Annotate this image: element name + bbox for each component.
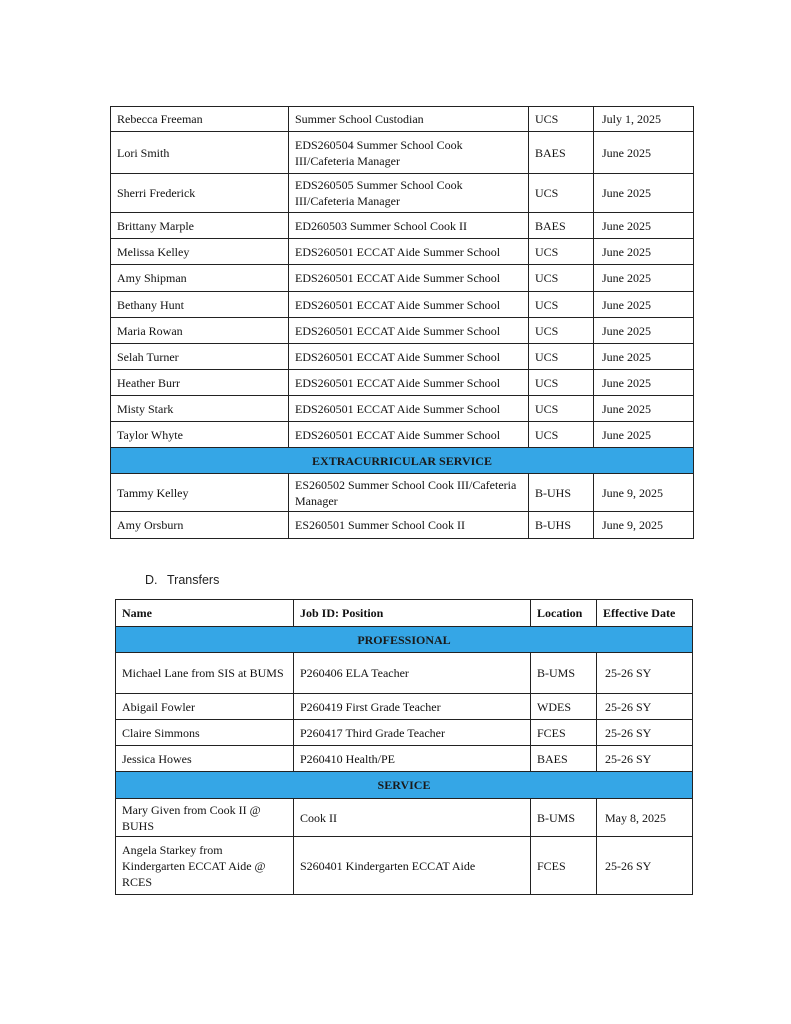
name-cell: Angela Starkey from Kindergarten ECCAT Aide @ RCES xyxy=(116,837,294,895)
position-cell: P260410 Health/PE xyxy=(294,746,531,772)
location-cell: UCS xyxy=(529,396,594,422)
section-header-row xyxy=(116,772,693,799)
effective-date-cell: June 2025 xyxy=(594,174,694,213)
table-row xyxy=(111,292,694,318)
location-cell: UCS xyxy=(529,292,594,318)
position-cell: Cook II xyxy=(294,799,531,837)
name-cell: Lori Smith xyxy=(111,132,289,174)
header-name: Name xyxy=(116,600,294,627)
table-header-row xyxy=(116,600,693,627)
name-cell: Bethany Hunt xyxy=(111,292,289,318)
table-row xyxy=(111,344,694,370)
position-cell: EDS260501 ECCAT Aide Summer School xyxy=(289,344,529,370)
section-header-label: EXTRACURRICULAR SERVICE xyxy=(111,448,694,474)
location-cell: UCS xyxy=(529,239,594,265)
table-row xyxy=(111,474,694,512)
effective-date-cell: 25-26 SY xyxy=(597,720,693,746)
transfers-heading-letter: D. xyxy=(145,573,158,587)
position-cell: Summer School Custodian xyxy=(289,107,529,132)
name-cell: Brittany Marple xyxy=(111,213,289,239)
location-cell: UCS xyxy=(529,265,594,292)
position-cell: S260401 Kindergarten ECCAT Aide xyxy=(294,837,531,895)
effective-date-cell: 25-26 SY xyxy=(597,837,693,895)
transfers-heading-title: Transfers xyxy=(167,573,220,587)
section-header-label: PROFESSIONAL xyxy=(116,627,693,653)
effective-date-cell: 25-26 SY xyxy=(597,653,693,694)
summer-staff-table-body xyxy=(111,107,694,539)
name-cell: Claire Simmons xyxy=(116,720,294,746)
table-row xyxy=(116,799,693,837)
header-location: Location xyxy=(531,600,597,627)
table-row xyxy=(116,720,693,746)
location-cell: BAES xyxy=(529,213,594,239)
location-cell: B-UMS xyxy=(531,799,597,837)
name-cell: Sherri Frederick xyxy=(111,174,289,213)
effective-date-cell: June 9, 2025 xyxy=(594,512,694,539)
effective-date-cell: June 2025 xyxy=(594,396,694,422)
transfers-heading xyxy=(145,573,219,587)
location-cell: UCS xyxy=(529,422,594,448)
effective-date-cell: June 9, 2025 xyxy=(594,474,694,512)
name-cell: Michael Lane from SIS at BUMS xyxy=(116,653,294,694)
position-cell: EDS260501 ECCAT Aide Summer School xyxy=(289,265,529,292)
position-cell: P260417 Third Grade Teacher xyxy=(294,720,531,746)
position-cell: EDS260501 ECCAT Aide Summer School xyxy=(289,239,529,265)
location-cell: B-UMS xyxy=(531,653,597,694)
table-row xyxy=(116,653,693,694)
table-row xyxy=(111,370,694,396)
effective-date-cell: June 2025 xyxy=(594,344,694,370)
section-header-label: SERVICE xyxy=(116,772,693,799)
effective-date-cell: 25-26 SY xyxy=(597,746,693,772)
position-cell: P260406 ELA Teacher xyxy=(294,653,531,694)
name-cell: Abigail Fowler xyxy=(116,694,294,720)
effective-date-cell: June 2025 xyxy=(594,265,694,292)
section-header-row xyxy=(116,627,693,653)
table-row xyxy=(111,265,694,292)
effective-date-cell: June 2025 xyxy=(594,422,694,448)
position-cell: EDS260501 ECCAT Aide Summer School xyxy=(289,370,529,396)
table-row xyxy=(111,239,694,265)
location-cell: B-UHS xyxy=(529,512,594,539)
location-cell: FCES xyxy=(531,720,597,746)
name-cell: Tammy Kelley xyxy=(111,474,289,512)
table-row xyxy=(111,213,694,239)
effective-date-cell: June 2025 xyxy=(594,239,694,265)
location-cell: BAES xyxy=(529,132,594,174)
name-cell: Amy Orsburn xyxy=(111,512,289,539)
location-cell: UCS xyxy=(529,174,594,213)
section-header-row xyxy=(111,448,694,474)
table-row xyxy=(111,512,694,539)
transfers-table xyxy=(115,599,693,895)
table-row xyxy=(111,174,694,213)
summer-staff-table xyxy=(110,106,694,539)
table-row xyxy=(116,746,693,772)
location-cell: UCS xyxy=(529,370,594,396)
effective-date-cell: June 2025 xyxy=(594,213,694,239)
name-cell: Heather Burr xyxy=(111,370,289,396)
position-cell: ES260501 Summer School Cook II xyxy=(289,512,529,539)
name-cell: Taylor Whyte xyxy=(111,422,289,448)
table-row xyxy=(116,694,693,720)
name-cell: Mary Given from Cook II @ BUHS xyxy=(116,799,294,837)
table-row xyxy=(111,107,694,132)
table-row xyxy=(111,318,694,344)
name-cell: Maria Rowan xyxy=(111,318,289,344)
effective-date-cell: June 2025 xyxy=(594,292,694,318)
name-cell: Melissa Kelley xyxy=(111,239,289,265)
location-cell: B-UHS xyxy=(529,474,594,512)
location-cell: UCS xyxy=(529,344,594,370)
location-cell: UCS xyxy=(529,318,594,344)
effective-date-cell: 25-26 SY xyxy=(597,694,693,720)
name-cell: Misty Stark xyxy=(111,396,289,422)
table-row xyxy=(111,396,694,422)
position-cell: EDS260501 ECCAT Aide Summer School xyxy=(289,292,529,318)
effective-date-cell: July 1, 2025 xyxy=(594,107,694,132)
name-cell: Amy Shipman xyxy=(111,265,289,292)
position-cell: EDS260501 ECCAT Aide Summer School xyxy=(289,396,529,422)
position-cell: ED260503 Summer School Cook II xyxy=(289,213,529,239)
position-cell: EDS260505 Summer School Cook III/Cafeteria Manager xyxy=(289,174,529,213)
effective-date-cell: June 2025 xyxy=(594,370,694,396)
location-cell: FCES xyxy=(531,837,597,895)
table-row xyxy=(116,837,693,895)
effective-date-cell: June 2025 xyxy=(594,132,694,174)
location-cell: UCS xyxy=(529,107,594,132)
header-effective-date: Effective Date xyxy=(597,600,693,627)
name-cell: Jessica Howes xyxy=(116,746,294,772)
position-cell: P260419 First Grade Teacher xyxy=(294,694,531,720)
location-cell: WDES xyxy=(531,694,597,720)
effective-date-cell: June 2025 xyxy=(594,318,694,344)
name-cell: Rebecca Freeman xyxy=(111,107,289,132)
position-cell: EDS260501 ECCAT Aide Summer School xyxy=(289,318,529,344)
transfers-table-body xyxy=(116,627,693,895)
effective-date-cell: May 8, 2025 xyxy=(597,799,693,837)
name-cell: Selah Turner xyxy=(111,344,289,370)
table-row xyxy=(111,422,694,448)
location-cell: BAES xyxy=(531,746,597,772)
header-position: Job ID: Position xyxy=(294,600,531,627)
position-cell: EDS260501 ECCAT Aide Summer School xyxy=(289,422,529,448)
table-row xyxy=(111,132,694,174)
position-cell: ES260502 Summer School Cook III/Cafeteria Manager xyxy=(289,474,529,512)
position-cell: EDS260504 Summer School Cook III/Cafeteria Manager xyxy=(289,132,529,174)
